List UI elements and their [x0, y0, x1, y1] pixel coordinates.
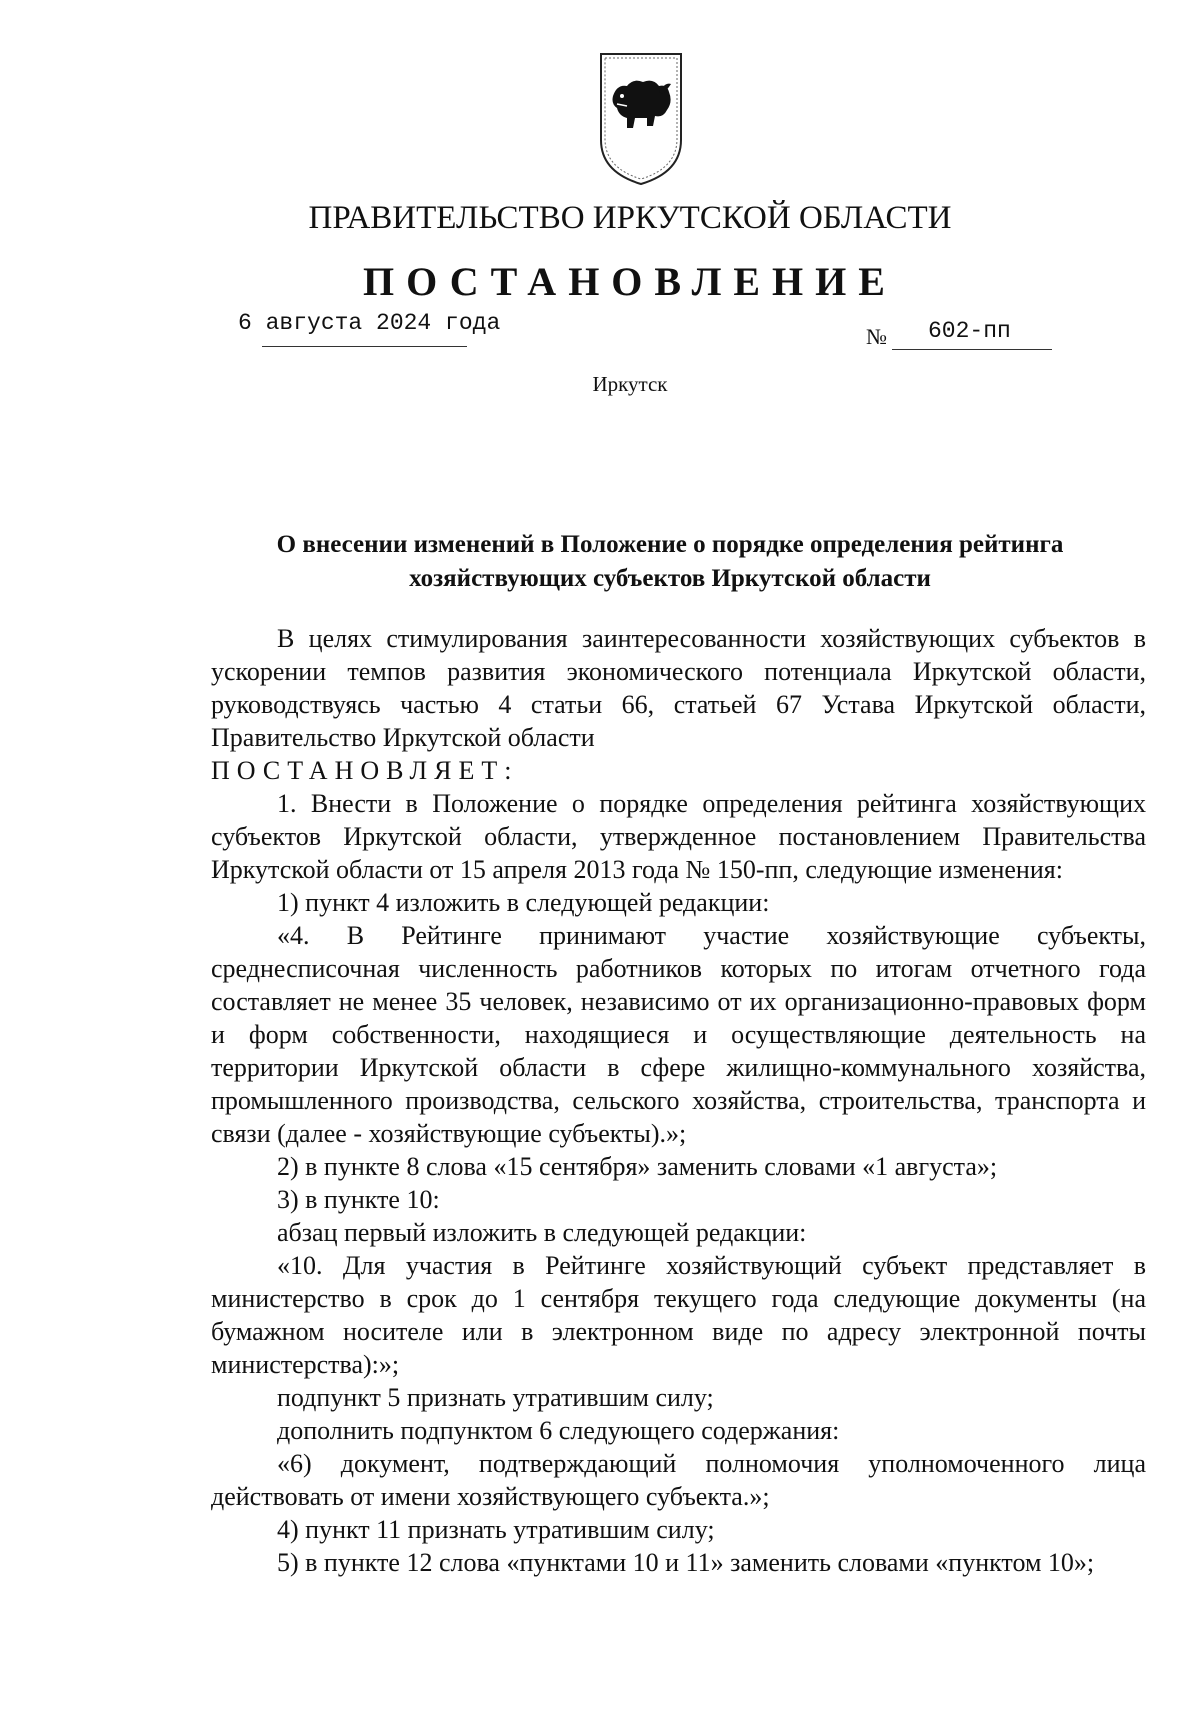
document-body: [211, 622, 1146, 1579]
city-name: Иркутск: [592, 372, 668, 396]
decides-word: ПОСТАНОВЛЯЕТ:: [211, 756, 519, 785]
paragraph-12: 5) в пункте 12 слова «пунктами 10 и 11» заменить словами «пунктом 10»;: [277, 1548, 1095, 1577]
paragraph-1: 1. Внести в Положение о порядке определения рейтинга хозяйствующих субъектов Иркутской области, утвержденное постановлением Правительства Иркутской области от 15 апреля 2013 года № 150-пп, следующие изменения:: [211, 789, 1146, 884]
paragraph-5: 3) в пункте 10:: [277, 1185, 440, 1214]
heading-line-2: хозяйствующих субъектов Иркутской области: [409, 565, 931, 592]
paragraph-9: дополнить подпунктом 6 следующего содержания:: [277, 1416, 840, 1445]
paragraph-11: 4) пункт 11 признать утратившим силу;: [277, 1515, 715, 1544]
document-heading: [210, 528, 1130, 596]
number-underline: [892, 349, 1052, 350]
coat-of-arms-icon: [597, 48, 685, 188]
paragraph-6: абзац первый изложить в следующей редакции:: [277, 1218, 807, 1247]
paragraph-4: 2) в пункте 8 слова «15 сентября» заменить словами «1 августа»;: [277, 1152, 998, 1181]
document-type: ПОСТАНОВЛЕНИЕ: [363, 259, 897, 304]
paragraph-2: 1) пункт 4 изложить в следующей редакции:: [277, 888, 770, 917]
date-underline: [262, 346, 467, 347]
intro-paragraph: В целях стимулирования заинтересованности хозяйствующих субъектов в ускорении темпов развития экономического потенциала Иркутской области, руководствуясь частью 4 статьи 66, статьей 67 Устава Иркутской области, Правительство Иркутской области: [211, 624, 1146, 752]
document-number: 602-пп: [928, 318, 1011, 344]
government-name: ПРАВИТЕЛЬСТВО ИРКУТСКОЙ ОБЛАСТИ: [308, 200, 952, 236]
heading-line-1: О внесении изменений в Положение о порядке определения рейтинга: [276, 531, 1064, 558]
paragraph-3: «4. В Рейтинге принимают участие хозяйствующие субъекты, среднесписочная численность работников которых по итогам отчетного года составляет не менее 35 человек, независимо от их организационно-правовых форм и форм собственности, находящиеся и осуществляющие деятельность на территории Иркутской области в сфере жилищно-коммунального хозяйства, промышленного производства, сельского хозяйства, строительства, транспорта и связи (далее - хозяйствующие субъекты).»;: [211, 921, 1146, 1148]
number-sign: №: [866, 324, 887, 349]
document-date: 6 августа 2024 года: [238, 310, 501, 336]
paragraph-7: «10. Для участия в Рейтинге хозяйствующий субъект представляет в министерство в срок до 1 сентября текущего года следующие документы (на бумажном носителе или в электронном виде по адресу электронной почты министерства):»;: [211, 1251, 1146, 1379]
paragraph-10: «6) документ, подтверждающий полномочия уполномоченного лица действовать от имени хозяйствующего субъекта.»;: [211, 1449, 1146, 1511]
paragraph-8: подпункт 5 признать утратившим силу;: [277, 1383, 714, 1412]
